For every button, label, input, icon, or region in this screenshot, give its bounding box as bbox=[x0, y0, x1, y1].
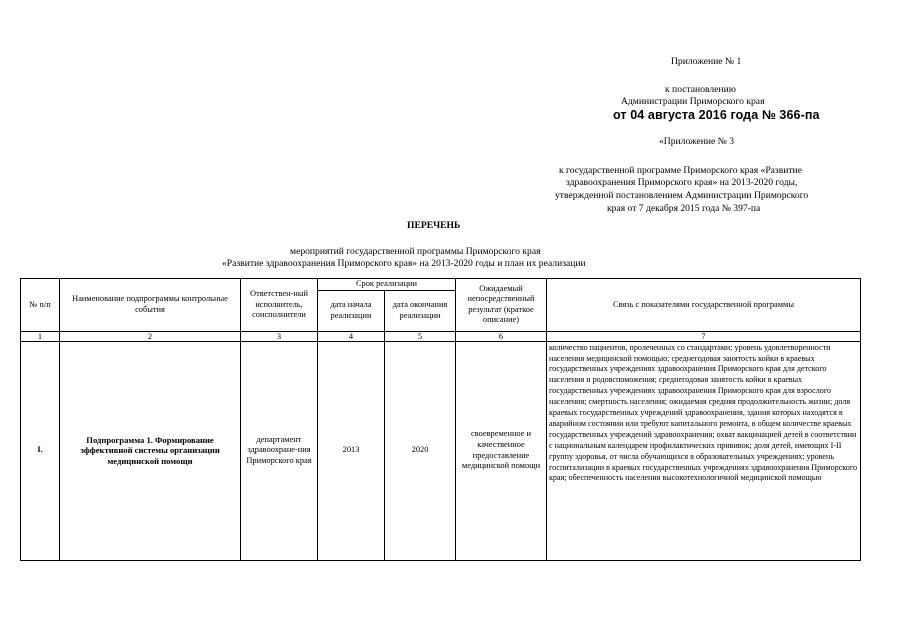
header-num: № п/п bbox=[21, 279, 60, 332]
subprogram-name: Подпрограмма 1. Формирование эффективной системы организации медицинской помощи bbox=[60, 341, 241, 560]
responsible-executor: департамент здравоохране-ния Приморского края bbox=[241, 341, 318, 560]
table-header-row bbox=[21, 279, 861, 291]
document-heading: ПЕРЕЧЕНЬ bbox=[407, 220, 461, 231]
decree-date-number: от 04 августа 2016 года № 366-па bbox=[613, 108, 820, 122]
table-row bbox=[21, 341, 861, 560]
row-number: I. bbox=[21, 341, 60, 560]
column-number: 2 bbox=[60, 331, 241, 341]
column-number: 1 bbox=[21, 331, 60, 341]
header-link: Связь с показателями государственной программы bbox=[547, 279, 861, 332]
document-subtitle-line-2: «Развитие здравоохранения Приморского края» на 2013-2020 годы и план их реализации bbox=[222, 258, 586, 269]
expected-result: своевременное и качественное предоставление медицинской помощи bbox=[456, 341, 547, 560]
header-name: Наименование подпрограммы контрольные события bbox=[60, 279, 241, 332]
header-responsible: Ответствен-ный исполнитель, соисполнители bbox=[241, 279, 318, 332]
resolution-reference: к постановлению bbox=[665, 84, 736, 95]
column-number: 5 bbox=[385, 331, 456, 341]
indicator-links: количество пациентов, пролеченных со стандартами; уровень удовлетворенности населения медицинской помощью; среднегодовая занятость койки в краевых государственных учреждениях здравоохранения Приморского края для детского населения и родовспоможения; среднегодовая занятость койки в краевых государственных учреждениях здравоохранения Приморского края для взрослого населения; смертность населения; ожидаемая средняя продолжительность жизни; доля краевых государственных учреждений здравоохранения, здания которых находятся в аварийном состоянии или требуют капитального ремонта, в общем количестве краевых государственных учреждений здравоохранения; охват вакцинацией детей в соответствии с национальным календарем профилактических прививок; доля детей, имеющих I-II группу здоровья, от числа обучающихся в образовательных учреждениях; уровень госпитализации в краевых государственных учреждениях здравоохранения Приморского края; обеспеченность населения высокотехнологичной медицинской помощью bbox=[547, 341, 861, 560]
end-year: 2020 bbox=[385, 341, 456, 560]
column-number: 6 bbox=[456, 331, 547, 341]
header-start: дата начала реализации bbox=[318, 290, 385, 331]
header-result: Ожидаемый непосредственный результат (краткое описание) bbox=[456, 279, 547, 332]
program-ref-line-1: к государственной программе Приморского края «Развитие bbox=[559, 165, 802, 176]
program-ref-line-2: здравоохранения Приморского края» на 2013-2020 годы, bbox=[566, 177, 798, 188]
appendix-1-label: Приложение № 1 bbox=[671, 56, 742, 67]
column-number: 4 bbox=[318, 331, 385, 341]
appendix-3-label: «Приложение № 3 bbox=[659, 136, 735, 147]
header-end: дата окончания реализации bbox=[385, 290, 456, 331]
column-number: 3 bbox=[241, 331, 318, 341]
administration-name: Администрации Приморского края bbox=[621, 96, 765, 107]
program-ref-line-3: утвержденной постановлением Администрации Приморского bbox=[555, 190, 809, 201]
column-number: 7 bbox=[547, 331, 861, 341]
measures-table bbox=[20, 278, 861, 561]
column-number-row bbox=[21, 331, 861, 341]
header-period: Срок реализации bbox=[318, 279, 456, 291]
document-subtitle-line-1: мероприятий государственной программы Приморского края bbox=[290, 246, 541, 257]
start-year: 2013 bbox=[318, 341, 385, 560]
program-ref-line-4: края от 7 декабря 2015 года № 397-па bbox=[607, 203, 761, 214]
